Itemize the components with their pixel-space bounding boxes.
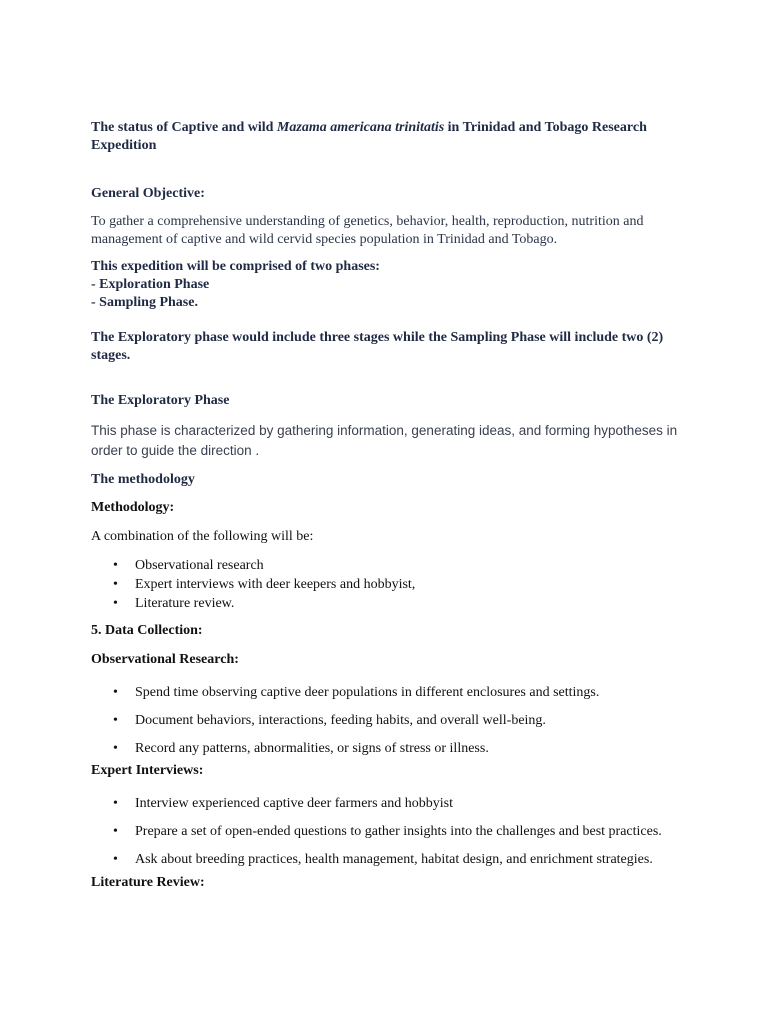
phase-item: - Exploration Phase bbox=[91, 277, 210, 292]
methodology-list bbox=[91, 556, 415, 613]
list-item: • Interview experienced captive deer farmers and hobbyist bbox=[91, 790, 662, 818]
expert-interviews-list bbox=[91, 790, 662, 874]
list-item: • Record any patterns, abnormalities, or signs of stress or illness. bbox=[91, 735, 599, 763]
methodology-subheading: The methodology bbox=[91, 472, 195, 487]
list-item: • Document behaviors, interactions, feeding habits, and overall well-being. bbox=[91, 707, 599, 735]
list-item: • Prepare a set of open-ended questions to gather insights into the challenges and best practices. bbox=[91, 818, 662, 846]
observational-research-list bbox=[91, 679, 599, 763]
exploratory-phase-heading: The Exploratory Phase bbox=[91, 393, 230, 408]
literature-review-heading: Literature Review: bbox=[91, 875, 205, 890]
list-item: • Expert interviews with deer keepers and hobbyist, bbox=[91, 575, 415, 594]
title-text-end: in Trinidad and Tobago Research Expedition bbox=[91, 120, 647, 153]
list-item: • Literature review. bbox=[91, 594, 415, 613]
methodology-heading: Methodology: bbox=[91, 500, 175, 515]
title-species-name: Mazama americana trinitatis bbox=[276, 120, 445, 135]
list-item: • Ask about breeding practices, health management, habitat design, and enrichment strategies. bbox=[91, 846, 662, 874]
exploratory-phase-description: This phase is characterized by gathering information, generating ideas, and forming hypotheses in order to guide the direction . bbox=[91, 423, 678, 458]
title-text-start: The status of Captive and wild bbox=[91, 120, 277, 135]
expert-interviews-heading: Expert Interviews: bbox=[91, 763, 204, 778]
list-item: • Observational research bbox=[91, 556, 415, 575]
general-objective-text: To gather a comprehensive understanding of genetics, behavior, health, reproduction, nutrition and management of captive and wild cervid species population in Trinidad and Tobago. bbox=[91, 214, 644, 247]
methodology-intro: A combination of the following will be: bbox=[91, 529, 314, 544]
observational-research-heading: Observational Research: bbox=[91, 652, 239, 667]
list-item: • Spend time observing captive deer populations in different enclosures and settings. bbox=[91, 679, 599, 707]
stages-note: The Exploratory phase would include three stages while the Sampling Phase will include two (2) stages. bbox=[91, 330, 664, 363]
phases-intro: This expedition will be comprised of two phases: bbox=[91, 259, 380, 274]
document-title bbox=[91, 119, 691, 155]
phase-item: - Sampling Phase. bbox=[91, 295, 198, 310]
data-collection-heading: 5. Data Collection: bbox=[91, 623, 203, 638]
general-objective-heading: General Objective: bbox=[91, 186, 205, 201]
